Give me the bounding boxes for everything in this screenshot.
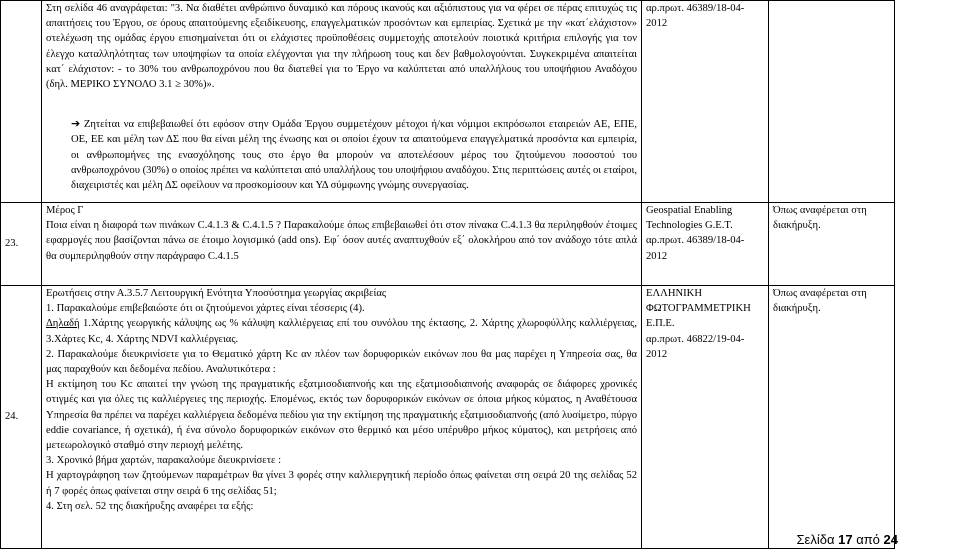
question-item: 4. Στη σελ. 52 της διακήρυξης αναφέρει τα εξής: xyxy=(46,500,254,512)
response-text: Όπως αναφέρεται στη διακήρυξη. xyxy=(773,288,867,315)
clarification-request xyxy=(46,116,637,193)
arrow-right-icon: ➔ xyxy=(71,117,81,131)
question-cell xyxy=(42,1,642,203)
part-heading: Μέρος Γ xyxy=(46,205,84,216)
question-item: 3. Χρονικό βήμα χαρτών, παρακαλούμε διευκρινίσετε : xyxy=(46,455,282,467)
source-cell xyxy=(642,203,769,286)
underlined-label: Δηλαδή xyxy=(46,318,80,330)
page-footer xyxy=(797,532,898,547)
source-cell xyxy=(642,286,769,549)
response-cell xyxy=(769,1,895,203)
response-cell xyxy=(769,286,895,549)
submitter-name: ΕΛΛΗΝΙΚΗ xyxy=(646,288,702,299)
question-title: Ερωτήσεις στην Α.3.5.7 Λειτουργική Ενότητα Υποσύστημα γεωργίας ακριβείας xyxy=(46,288,387,299)
question-item xyxy=(46,316,637,346)
source-cell xyxy=(642,1,769,203)
submitter-name: ΦΩΤΟΓΡΑΜΜΕΤΡΙΚΗ xyxy=(646,303,751,315)
question-item: 1. Παρακαλούμε επιβεβαιώστε ότι οι ζητούμενοι χάρτες είναι τέσσερις (4). xyxy=(46,303,365,315)
response-cell xyxy=(769,203,895,286)
question-item: Η εκτίμηση του Kc απαιτεί την γνώση της πραγματικής εξατμισοδιαπνοής και της εξατμισοδιαπνοής αναφοράς σε διάφορες χρονικές στιγμές και για όλες τις καλλιέργειες της περιοχής. Επομένως, εκτός των δορυφορικών εικόνων σε όποια μήκος κύματος, η Αναθέτουσα Υπηρεσία θα πρέπει να παρέχει καλλιέργεια δεδομένα πεδίου για την εκτίμηση της πραγματικής εξατμισοδιαπνοής (από λυσίμετρο, πύργο eddie covariance, ή σχετικά), ή ένα σύνολο δορυφορικών εικόνων στο θερμικό και μέσο υπέρυθρο μήκος κύματος), και μετρήσεις από μετεωρολογικό σταθμό στην περιοχή μελέτης. xyxy=(46,379,637,452)
response-text: Όπως αναφέρεται στη διακήρυξη. xyxy=(773,205,867,232)
table-row xyxy=(1,286,895,549)
footer-prefix: Σελίδα xyxy=(796,532,839,547)
total-pages: 24 xyxy=(883,532,898,547)
maps-list: 1.Χάρτης γεωργικής κάλυψης ως % κάλυψη καλλιέργειας επί του συνόλου της έκτασης, 2. Χάρτης χλωροφύλλης καλλιέργειας, 3.Χάρτες Kc, 4. Χάρτης NDVI καλλιέργειας. xyxy=(46,318,637,345)
protocol-number: αρ.πρωτ. 46822/19-04-2012 xyxy=(646,333,745,360)
current-page: 17 xyxy=(838,532,853,547)
row-number: 23. xyxy=(5,238,19,250)
submitter-and-protocol: Geospatial Enabling Technologies G.E.T. αρ.πρωτ. 46389/18-04-2012 xyxy=(646,205,745,262)
question-item: Η χαρτογράφηση των ζητούμενων παραμέτρων θα γίνει 3 φορές στην καλλιεργητική περίοδο όπως φαίνεται στη σειρά 20 της σελίδας 52 ή 7 φορές όπως φαίνεται στην σειρά 6 της σελίδας 51; xyxy=(46,470,637,497)
question-text: Ποια είναι η διαφορά των πινάκων C.4.1.3 & C.4.1.5 ? Παρακαλούμε όπως επιβεβαιωθεί ότι στον πίνακα C.4.1.3 θα περιληφθούν έτοιμες εφαρμογές που βασίζονται πάνω σε έτοιμο λογισμικό (add ons). Εφ΄ όσον αυτές αναπτυχθούν εξ΄ ολοκλήρου από τον ανάδοχο τότε απλά θα συμπεριληφθούν στην παράγραφο C.4.1.5 xyxy=(46,220,637,262)
submitter-name: Ε.Π.Ε. xyxy=(646,318,675,330)
question-item: 2. Παρακαλούμε διευκρινίσετε για το Θεματικό χάρτη Kc αν πλέον των δορυφορικών εικόνων που θα μας παρέχει η Υπηρεσία σας, θα μας παραχθούν και δεδομένα πεδίου. Αναλυτικότερα : xyxy=(46,348,637,376)
clarification-text: Ζητείται να επιβεβαιωθεί ότι εφόσον στην Ομάδα Έργου συμμετέχουν μέτοχοι ή/και νόμιμοι εκπρόσωποι εταιρειών ΑΕ, ΕΠΕ, ΟΕ, ΕΕ και μέλη των ΔΣ που θα είναι μέλη της ένωσης και οι οποίοι έχουν τα απαιτούμενα επαγγελματικά προσόντα και εμπειρία, οι ανθρωπομήνες της ενασχόλησης τους στο έργο θα μπορούν να αποτελέσουν μέρος του ζητούμενου ποσοστού του ανθρωποχρόνου (30%) ο οποίος πρέπει να καλύπτεται από υπαλλήλους του υποψήφιου αναδόχου. Στις περιπτώσεις αυτές οι εταίροι, διαχειριστές και μέλη ΔΣ οφείλουν να προσκομίσουν και ΥΔ σύμφωνης γνώμης συνεργασίας. xyxy=(71,119,637,192)
quoted-requirement: Στη σελίδα 46 αναγράφεται: "3. Να διαθέτει ανθρώπινο δυναμικό και πόρους ικανούς και αξιόπιστους για να φέρει σε πέρας επιτυχώς τις απαιτήσεις του Έργου, σε όρους απαιτούμενης εξειδίκευσης, επαγγελματικών προσόντων και εμπειρίας. Σχετικά με την «κατ΄ελάχιστον» στελέχωση της ομάδας έργου επισημαίνεται ότι οι ελάχιστες προϋποθέσεις συμμετοχής αποτελούν ποιοτικά κριτήρια επιλογής για τον έλεγχο καταλληλότητας των υποψηφίων τα οποία ελέγχονται για την πλήρωση τους και δεν βαθμολογούνται. Συγκεκριμένα απαιτείται κατ΄ ελάχιστον: - το 30% του ανθρωποχρόνου που θα διατεθεί για το Έργο να καλύπτεται από υπαλλήλους του υποψήφιου Αναδόχου (δηλ. ΜΕΡΙΚΟ ΣΥΝΟΛΟ 3.1 ≥ 30%)». xyxy=(46,3,637,91)
footer-middle: από xyxy=(852,532,884,547)
row-number-cell xyxy=(1,286,42,549)
table-row xyxy=(1,203,895,286)
question-cell xyxy=(42,286,642,549)
row-number-cell xyxy=(1,203,42,286)
protocol-number: αρ.πρωτ. 46389/18-04-2012 xyxy=(646,3,745,30)
row-number: 24. xyxy=(5,411,19,423)
table-row xyxy=(1,1,895,203)
row-number-cell xyxy=(1,1,42,203)
question-cell xyxy=(42,203,642,286)
